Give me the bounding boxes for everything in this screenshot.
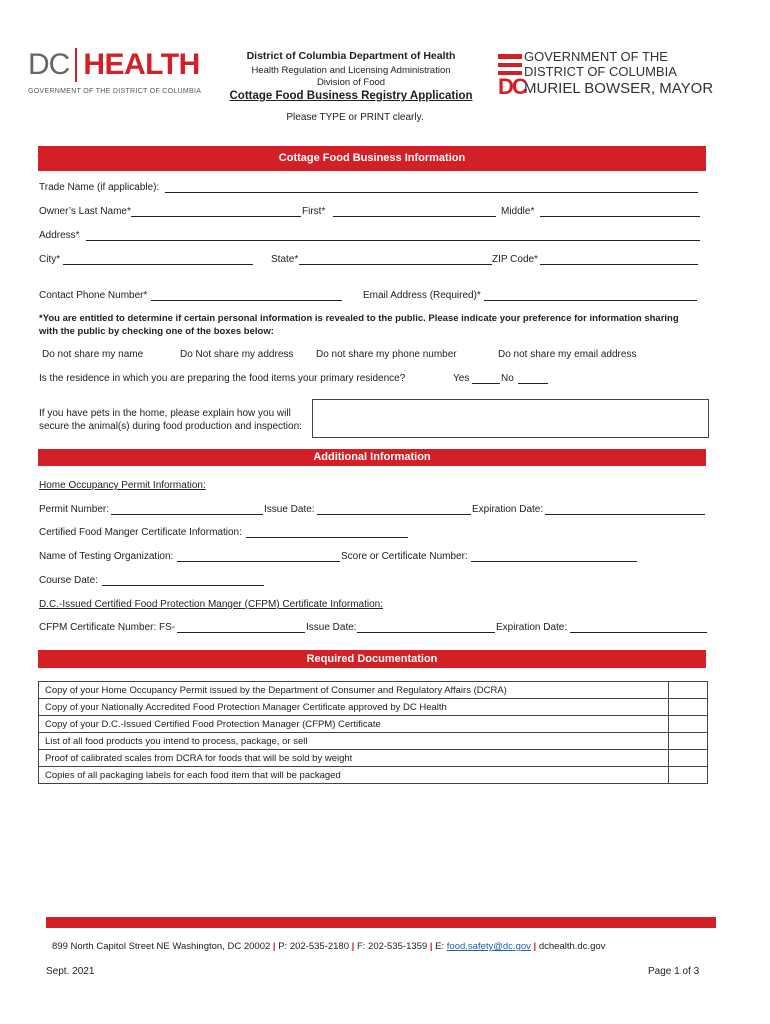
testing-org-label: Name of Testing Organization: bbox=[39, 551, 174, 562]
phone-label: Contact Phone Number* bbox=[39, 290, 148, 301]
opt-no-phone[interactable]: Do not share my phone number bbox=[316, 349, 457, 360]
footer-email-label: E: bbox=[435, 941, 445, 952]
opt-no-email[interactable]: Do not share my email address bbox=[498, 349, 637, 360]
government-logo bbox=[498, 49, 714, 100]
score-label: Score or Certificate Number: bbox=[341, 551, 468, 562]
address-label: Address* bbox=[39, 230, 80, 241]
required-docs-table bbox=[38, 681, 708, 784]
footer-sep-2: | bbox=[351, 941, 355, 952]
cfpm-issue-label: Issue Date: bbox=[306, 622, 357, 633]
last-name-field[interactable] bbox=[131, 216, 301, 217]
cfpm-issue-field[interactable] bbox=[357, 632, 495, 633]
address-field[interactable] bbox=[86, 240, 700, 241]
footer-fax: F: 202-535-1359 bbox=[356, 941, 428, 952]
doc-label: List of all food products you intend to process, package, or sell bbox=[39, 733, 669, 750]
zip-label: ZIP Code* bbox=[492, 254, 538, 265]
gov-line-2: DISTRICT OF COLUMBIA bbox=[524, 64, 677, 79]
section-additional-info: Additional Information bbox=[38, 449, 706, 466]
first-name-label: First* bbox=[302, 206, 326, 217]
footer-bar bbox=[46, 917, 716, 928]
doc-checkbox[interactable] bbox=[669, 733, 708, 750]
page-number: Page 1 of 3 bbox=[648, 966, 700, 977]
permit-number-field[interactable] bbox=[111, 514, 263, 515]
cfpm-number-field[interactable] bbox=[177, 632, 305, 633]
doc-label: Copy of your Nationally Accredited Food Protection Manager Certificate approved by DC Health bbox=[39, 699, 669, 716]
doc-checkbox[interactable] bbox=[669, 682, 708, 699]
dept-name: District of Columbia Department of Health bbox=[246, 50, 456, 62]
title-block bbox=[222, 50, 480, 102]
city-field[interactable] bbox=[63, 264, 253, 265]
privacy-note: *You are entitled to determine if certain personal information is revealed to the public. Please indicate your preference for information sharing with the public by checking one of the boxes below: bbox=[39, 313, 679, 337]
flag-star-band bbox=[498, 54, 522, 59]
opt-no-name[interactable]: Do not share my name bbox=[42, 349, 144, 360]
cfpm-header: D.C.-Issued Certified Food Protection Manger (CFPM) Certificate Information: bbox=[39, 599, 384, 610]
logo-health: HEALTH bbox=[83, 48, 200, 81]
footer-sep-3: | bbox=[429, 941, 433, 952]
doc-row bbox=[39, 699, 708, 716]
permit-issue-label: Issue Date: bbox=[264, 504, 315, 515]
residence-question: Is the residence in which you are preparing the food items your primary residence? bbox=[39, 373, 406, 384]
doc-row bbox=[39, 682, 708, 699]
email-field[interactable] bbox=[484, 300, 697, 301]
section-required-docs: Required Documentation bbox=[38, 650, 706, 668]
instructions: Please TYPE or PRINT clearly. bbox=[286, 112, 424, 123]
residence-no-field[interactable] bbox=[518, 383, 548, 384]
gov-line-1: GOVERNMENT OF THE bbox=[524, 49, 668, 64]
pets-answer-box[interactable] bbox=[312, 399, 709, 438]
permit-issue-field[interactable] bbox=[317, 514, 471, 515]
gov-line-3: MURIEL BOWSER, MAYOR bbox=[524, 80, 714, 97]
middle-name-field[interactable] bbox=[540, 216, 700, 217]
doc-label: Proof of calibrated scales from DCRA for foods that will be sold by weight bbox=[39, 750, 669, 767]
logo-divider bbox=[75, 48, 77, 82]
doc-row bbox=[39, 767, 708, 784]
section-business-info: Cottage Food Business Information bbox=[38, 146, 706, 171]
permit-number-label: Permit Number: bbox=[39, 504, 110, 515]
footer-site[interactable]: dchealth.dc.gov bbox=[538, 941, 606, 952]
opt-no-address[interactable]: Do Not share my address bbox=[180, 349, 294, 360]
footer-sep-1: | bbox=[272, 941, 276, 952]
last-name-label: Owner’s Last Name* bbox=[39, 206, 131, 217]
cfm-header: Certified Food Manger Certificate Information: bbox=[39, 527, 242, 538]
doc-row bbox=[39, 733, 708, 750]
permit-expiration-field[interactable] bbox=[545, 514, 705, 515]
form-title: Cottage Food Business Registry Application bbox=[229, 90, 473, 102]
dc-health-logo bbox=[28, 48, 201, 95]
middle-name-label: Middle* bbox=[501, 206, 535, 217]
division-name: Division of Food bbox=[316, 77, 386, 88]
city-label: City* bbox=[39, 254, 61, 265]
trade-name-field[interactable] bbox=[165, 192, 698, 193]
residence-yes-field[interactable] bbox=[472, 383, 500, 384]
pets-question: If you have pets in the home, please explain how you will secure the animal(s) during food production and inspection: bbox=[39, 408, 302, 432]
footer-address: 899 North Capitol Street NE Washington, DC 20002 bbox=[52, 941, 271, 952]
cfpm-expiration-field[interactable] bbox=[570, 632, 707, 633]
logo-subtitle: GOVERNMENT OF THE DISTRICT OF COLUMBIA bbox=[28, 88, 202, 95]
admin-name: Health Regulation and Licensing Administration bbox=[251, 65, 451, 76]
flag-stripe-top bbox=[498, 63, 522, 67]
doc-label: Copy of your D.C.-Issued Certified Food Protection Manager (CFPM) Certificate bbox=[39, 716, 669, 733]
doc-row bbox=[39, 716, 708, 733]
gov-dc-mark: DC bbox=[498, 74, 526, 99]
footer-phone: P: 202-535-2180 bbox=[278, 941, 349, 952]
state-field[interactable] bbox=[299, 264, 492, 265]
course-date-label: Course Date: bbox=[39, 575, 98, 586]
footer-sep-4: | bbox=[533, 941, 537, 952]
zip-field[interactable] bbox=[540, 264, 698, 265]
hop-header: Home Occupancy Permit Information: bbox=[39, 480, 206, 491]
doc-label: Copy of your Home Occupancy Permit issued by the Department of Consumer and Regulatory Affairs (DCRA) bbox=[39, 682, 669, 699]
footer-contact bbox=[52, 941, 605, 952]
footer-date: Sept. 2021 bbox=[46, 966, 95, 977]
doc-checkbox[interactable] bbox=[669, 699, 708, 716]
logo-dc: DC bbox=[28, 48, 70, 81]
footer-email-link[interactable]: food.safety@dc.gov bbox=[446, 941, 531, 952]
email-label: Email Address (Required)* bbox=[363, 290, 481, 301]
doc-label: Copies of all packaging labels for each food item that will be packaged bbox=[39, 767, 669, 784]
trade-name-label: Trade Name (if applicable): bbox=[39, 182, 160, 193]
doc-row bbox=[39, 750, 708, 767]
residence-no-label: No bbox=[501, 373, 514, 384]
doc-checkbox[interactable] bbox=[669, 767, 708, 784]
cfpm-number-label: CFPM Certificate Number: FS- bbox=[39, 622, 176, 633]
permit-expiration-label: Expiration Date: bbox=[472, 504, 544, 515]
score-field[interactable] bbox=[471, 561, 637, 562]
state-label: State* bbox=[271, 254, 299, 265]
course-date-field[interactable] bbox=[102, 585, 264, 586]
testing-org-field[interactable] bbox=[177, 561, 340, 562]
doc-checkbox[interactable] bbox=[669, 750, 708, 767]
doc-checkbox[interactable] bbox=[669, 716, 708, 733]
residence-yes-label: Yes bbox=[453, 373, 470, 384]
cfpm-expiration-label: Expiration Date: bbox=[496, 622, 568, 633]
cfm-info-field[interactable] bbox=[246, 537, 408, 538]
phone-field[interactable] bbox=[151, 300, 342, 301]
first-name-field[interactable] bbox=[333, 216, 496, 217]
